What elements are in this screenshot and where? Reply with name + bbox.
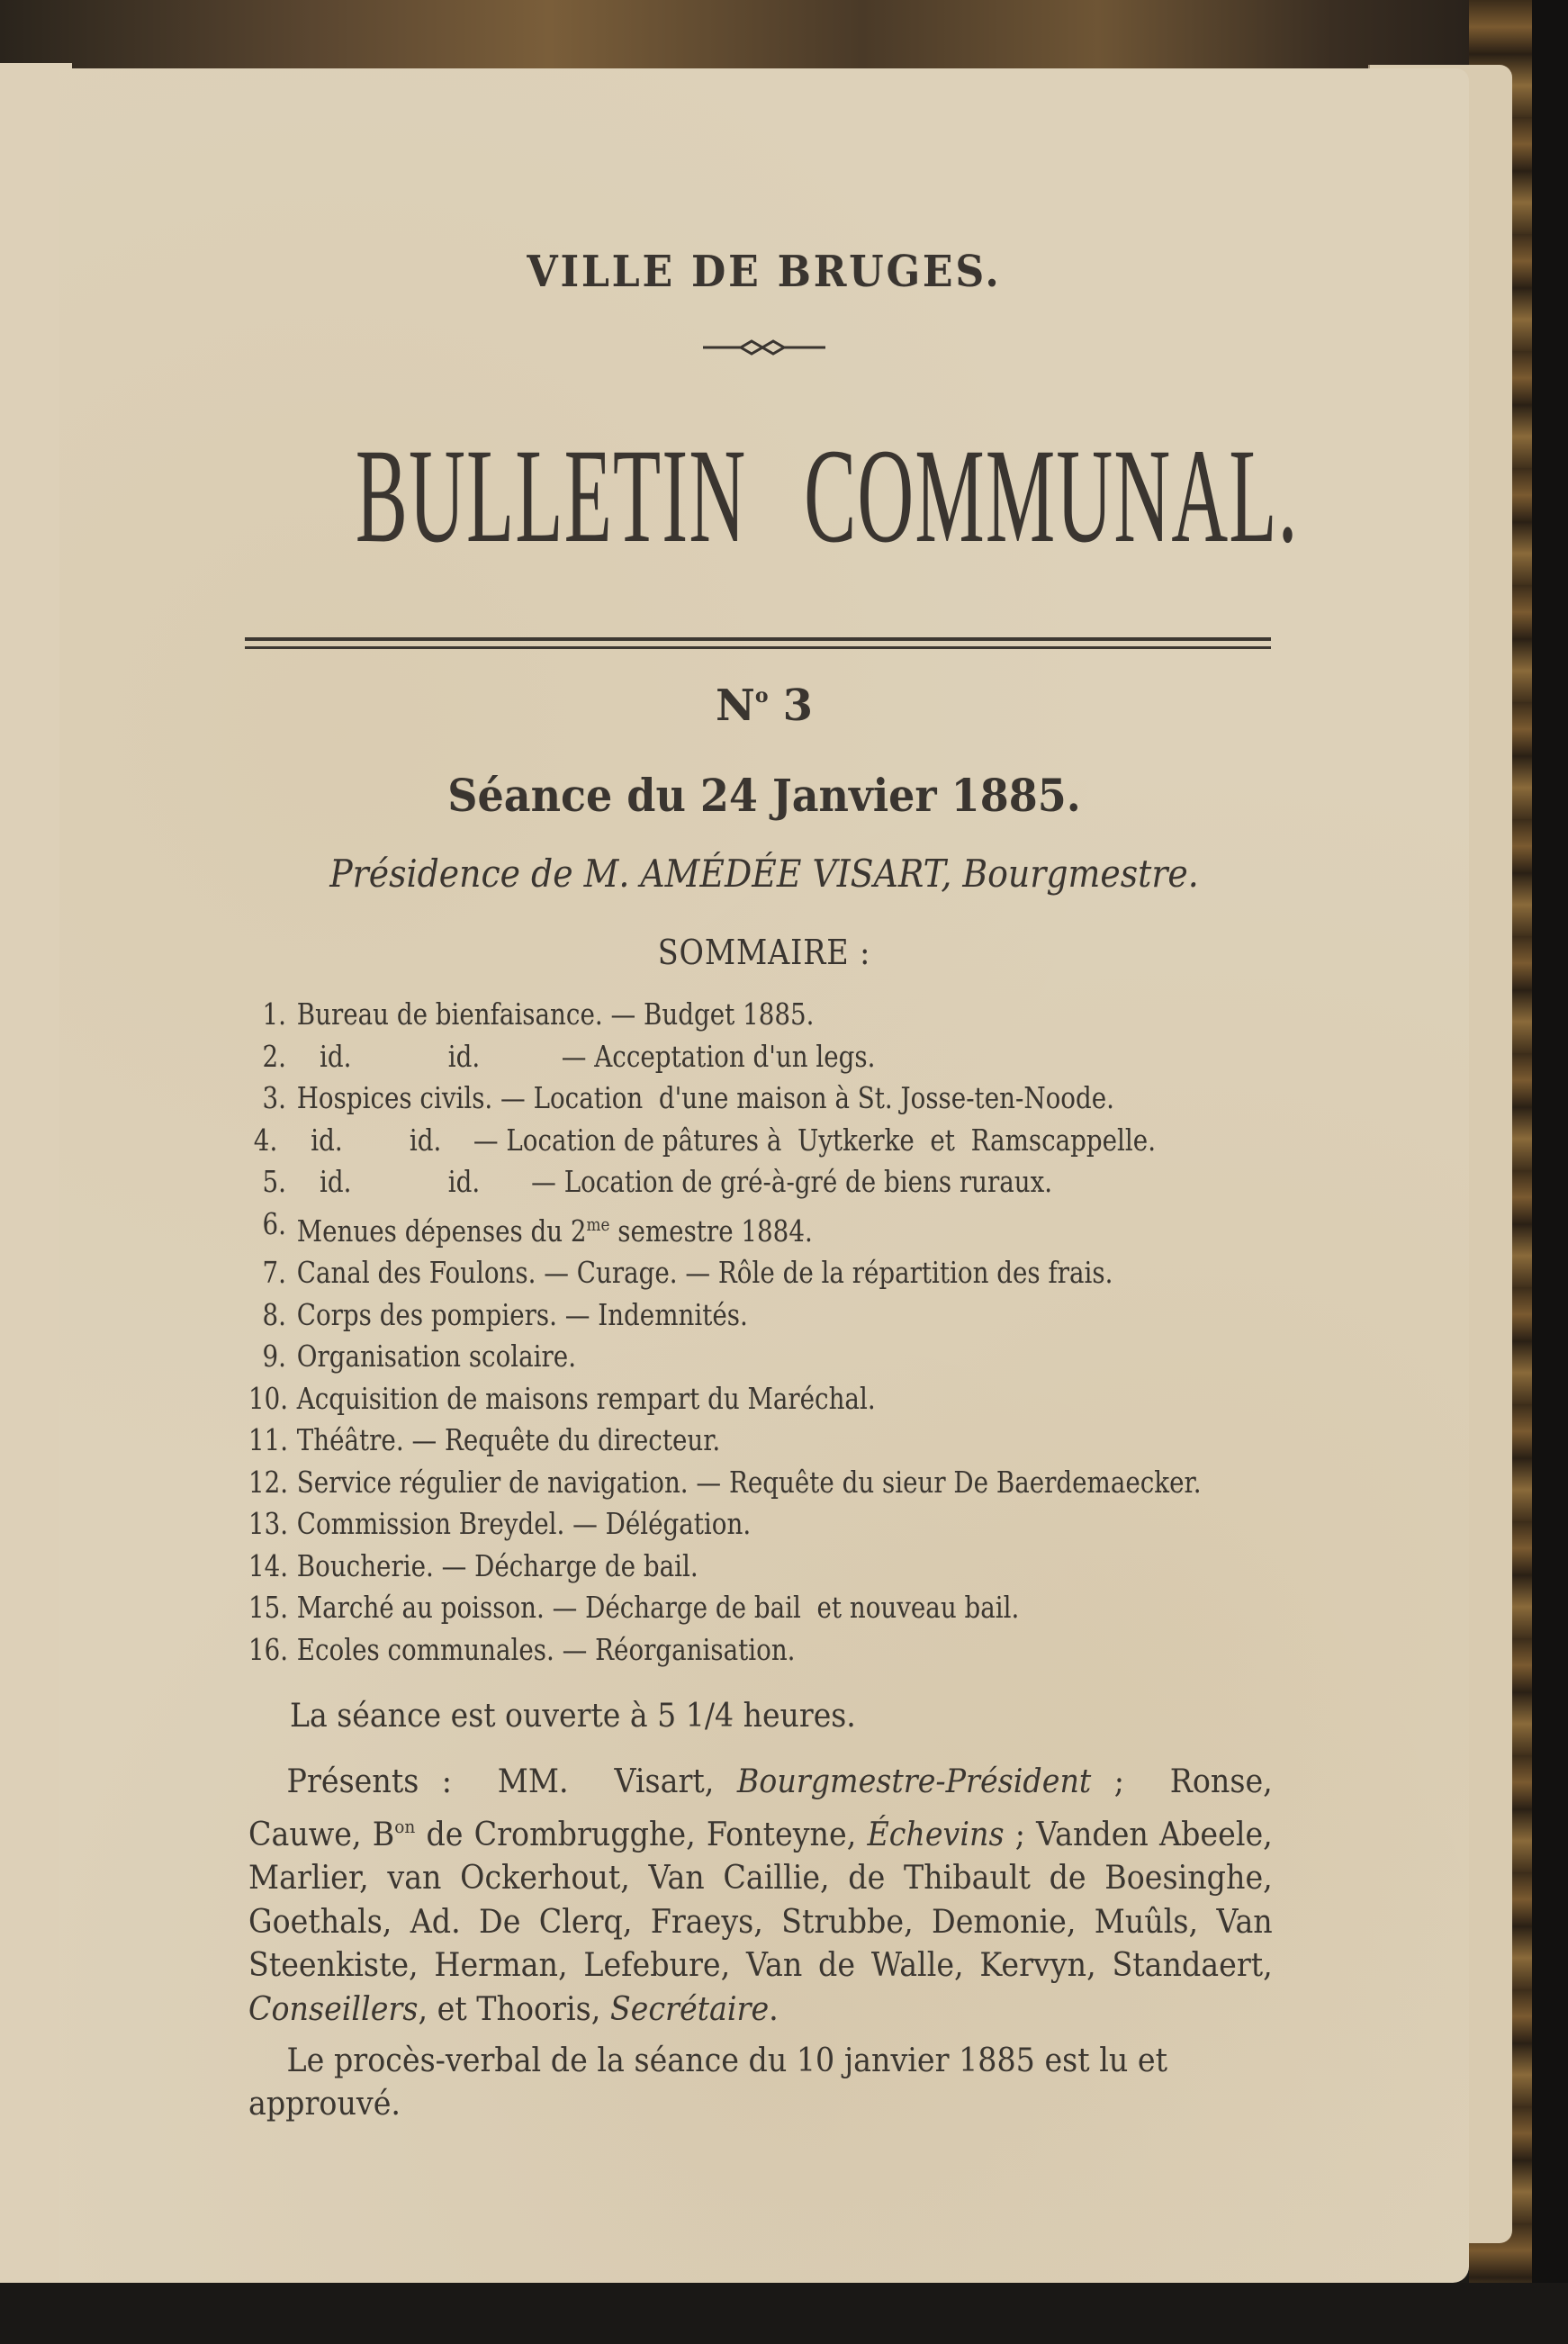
item-number: 12. (248, 1464, 289, 1500)
item-text (297, 1204, 813, 1253)
item-text-part: Menues dépenses du 2 (296, 1213, 587, 1249)
summary-item (248, 1252, 1156, 1294)
summary-item (248, 1378, 1156, 1420)
background-edge (1532, 0, 1568, 2344)
title-word-communal: COMMUNAL. (804, 421, 1299, 571)
item-ditto: id. (447, 1038, 481, 1074)
summary-item (248, 1503, 1156, 1546)
presidence-line: Présidence de M. AMÉDÉE VISART, Bourgmestre. (329, 852, 1199, 896)
attendees-role: Conseillers (248, 1990, 419, 2028)
issue-number (59, 681, 1469, 731)
item-superscript: me (586, 1213, 610, 1235)
summary-item (248, 1546, 1156, 1588)
document-page (59, 68, 1469, 2283)
summary-item (248, 1294, 1156, 1337)
number-value: 3 (782, 681, 813, 731)
item-text: Commission Breydel. — Délégation. (296, 1506, 752, 1541)
city-heading: VILLE DE BRUGES. (527, 247, 1002, 297)
item-text: Service régulier de navigation. — Requête du sieur De Baerdemaecker. (296, 1464, 1202, 1500)
number-prefix: N (716, 681, 755, 731)
double-rule-top (245, 637, 1271, 641)
title-word-bulletin: BULLETIN (355, 421, 747, 571)
item-text: Marché au poisson. — Décharge de bail et nouveau bail. (296, 1590, 1020, 1625)
attendees-text: ; Ronse, Cauwe, B (248, 1763, 1283, 1853)
item-text: Organisation scolaire. (296, 1339, 577, 1374)
summary-item (248, 1336, 1156, 1378)
item-text: — Acceptation d'un legs. (561, 1038, 876, 1074)
item-text: Théâtre. — Requête du directeur. (296, 1422, 721, 1457)
item-number: 7. (262, 1255, 286, 1290)
item-text: Ecoles communales. — Réorganisation. (296, 1631, 796, 1667)
item-text-part: semestre 1884. (609, 1213, 813, 1249)
item-number: 5. (262, 1164, 286, 1199)
summary-list (248, 994, 1329, 1671)
item-number: 9. (262, 1339, 286, 1374)
item-number: 6. (262, 1205, 286, 1241)
attendees-paragraph (248, 1761, 1283, 2032)
item-text: Boucherie. — Décharge de bail. (296, 1547, 698, 1583)
summary-item (248, 1587, 1156, 1629)
item-number: 8. (262, 1296, 286, 1332)
attendees-superscript: on (394, 1815, 416, 1837)
item-number: 14. (248, 1547, 289, 1583)
item-ditto: id. (447, 1164, 481, 1199)
attendees-role: Échevins (867, 1816, 1005, 1853)
item-text: Canal des Foulons. — Curage. — Rôle de la répartition des frais. (296, 1255, 1113, 1290)
summary-item (248, 1077, 1156, 1120)
double-rule-bottom (245, 646, 1271, 649)
item-ditto: id. (311, 1122, 343, 1158)
item-text: — Location de pâtures à Uytkerke et Ramscappelle. (473, 1122, 1157, 1158)
item-number: 13. (248, 1506, 289, 1541)
item-number: 3. (262, 1080, 286, 1115)
session-date: Séance du 24 Janvier 1885. (447, 769, 1081, 822)
bulletin-title (355, 421, 1299, 571)
item-ditto: id. (319, 1164, 352, 1199)
summary-item (248, 1120, 1156, 1162)
background-bottom (0, 2283, 1568, 2344)
item-number: 2. (262, 1038, 286, 1074)
book-cover-top (0, 0, 1568, 72)
attendees-role: Bourgmestre-Président (736, 1763, 1092, 1800)
summary-item (248, 1036, 1156, 1078)
item-text: Bureau de bienfaisance. — Budget 1885. (296, 996, 815, 1032)
summary-item (248, 1420, 1156, 1462)
summary-item (248, 1629, 1156, 1672)
ornament-divider-icon (59, 337, 1469, 364)
item-number: 4. (253, 1122, 278, 1158)
item-text: Corps des pompiers. — Indemnités. (296, 1296, 748, 1332)
item-text: Acquisition de maisons rempart du Maréchal. (296, 1380, 876, 1416)
summary-item (248, 1161, 1156, 1204)
attendees-text: , et Thooris, (418, 1990, 610, 2028)
item-number: 15. (248, 1590, 289, 1625)
item-ditto: id. (319, 1038, 352, 1074)
summary-item (248, 1462, 1202, 1504)
attendees-role: Secrétaire (609, 1990, 770, 2028)
item-number: 11. (248, 1422, 289, 1457)
attendees-text: de Crombrugghe, Fonteyne, (415, 1816, 868, 1853)
sommaire-heading: SOMMAIRE : (657, 933, 871, 972)
item-number: 16. (248, 1631, 289, 1667)
summary-item (248, 994, 1156, 1036)
item-text: — Location de gré-à-gré de biens ruraux. (531, 1164, 1053, 1199)
item-number: 1. (262, 996, 286, 1032)
item-ditto: id. (409, 1122, 442, 1158)
attendees-text: Présents : MM. Visart, (286, 1763, 737, 1800)
item-text: Hospices civils. — Location d'une maison à St. Josse-ten-Noode. (296, 1080, 1114, 1115)
item-number: 10. (248, 1380, 289, 1416)
number-superscript: o (754, 684, 769, 708)
minutes-approval-paragraph: Le procès-verbal de la séance du 10 janvier 1885 est lu et approuvé. (248, 2042, 1167, 2123)
attendees-text: ; Vanden Abeele, Marlier, van Ockerhout, Van Caillie, de Thibault de Boesinghe, Goethals, Ad. De Clerq, Fraeys, Strubbe, Demonie, Muûls, Van Steenkiste, Herman, Lefebure, Van de Walle, Kervyn, Standaert, (248, 1816, 1273, 1984)
attendees-text: . (769, 1990, 779, 2028)
summary-item (248, 1204, 1156, 1253)
session-opened-paragraph: La séance est ouverte à 5 1/4 heures. (290, 1698, 856, 1735)
